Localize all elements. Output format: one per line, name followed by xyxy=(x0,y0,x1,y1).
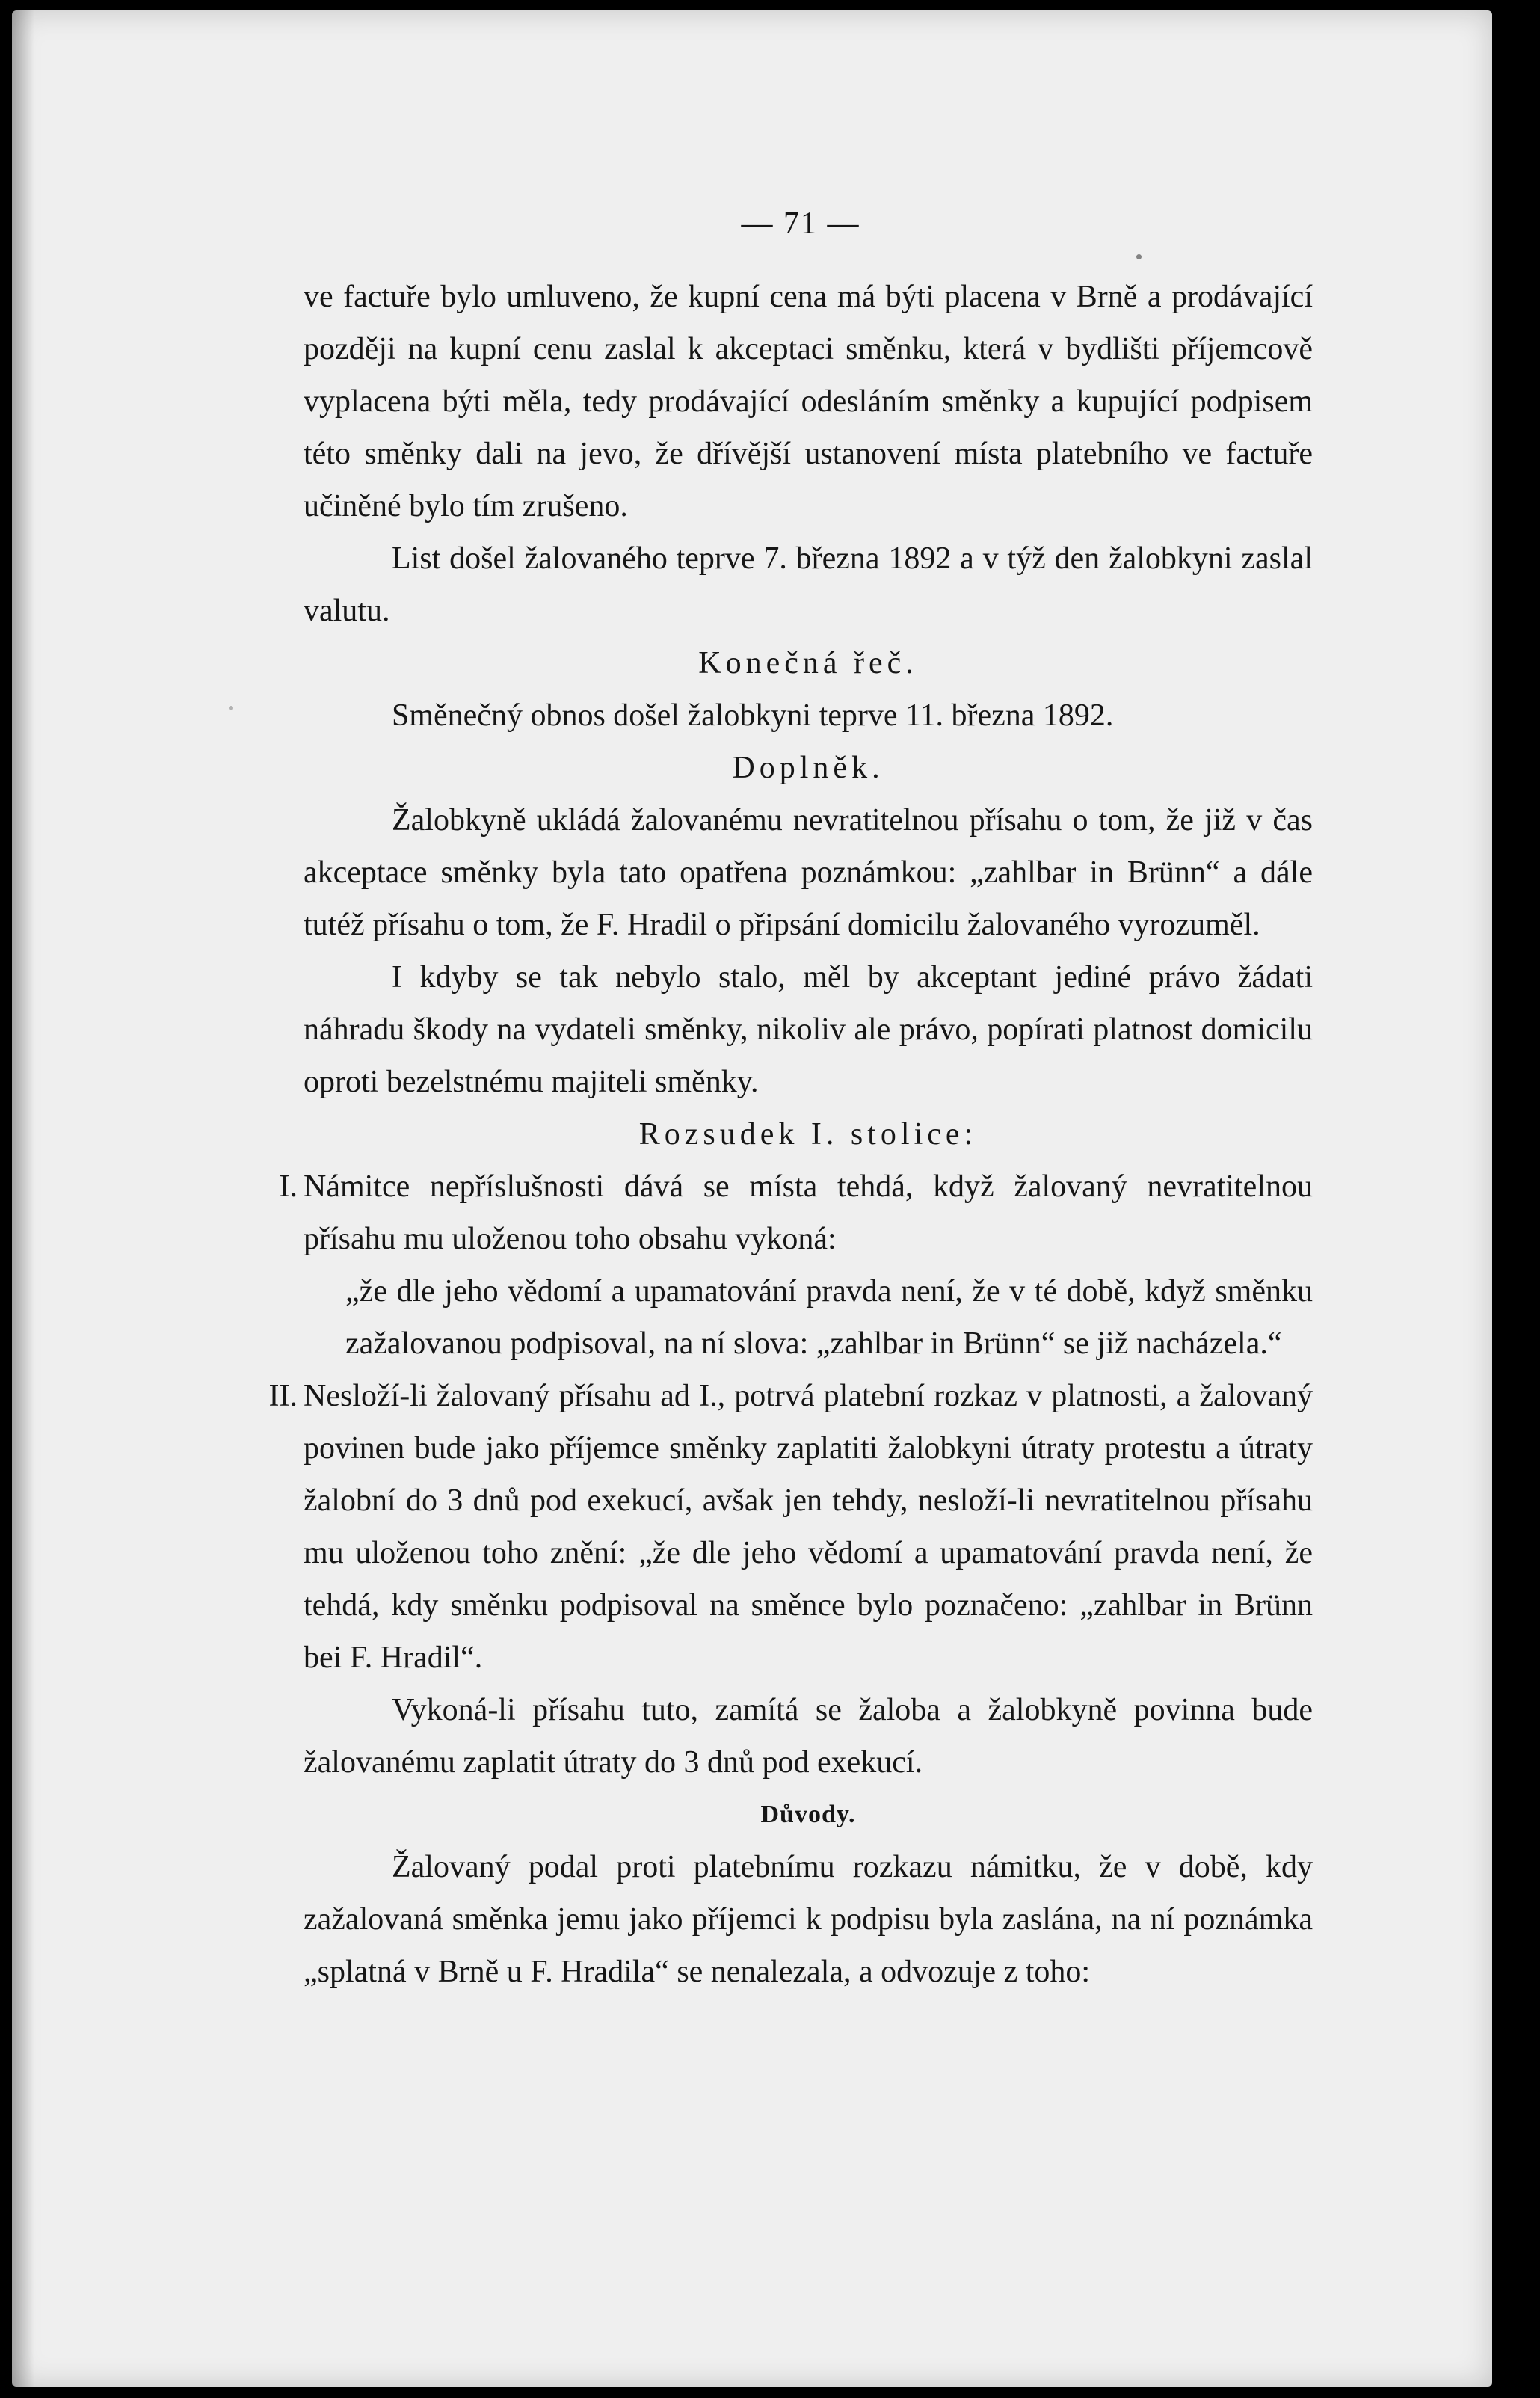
paragraph-4: Žalobkyně ukládá žalovanému nevratitelnou přísahu o tom, že již v čas akceptace směnky byla tato opatřena poznámkou: „zahlbar in Brünn“ a dále tutéž přísahu o tom, že F. Hradil o připsání domicilu žalovaného vyrozuměl. xyxy=(304,803,1313,942)
heading-duvody: Důvody. xyxy=(760,1801,856,1828)
verdict-item-1-text: Námitce nepříslušnosti dává se místa tehdá, když žalovaný nevratitelnou přísahu mu uloženou toho obsahu vykoná: xyxy=(304,1169,1313,1256)
heading-doplnek: Doplněk. xyxy=(732,751,884,785)
verdict-item-2-text: Nesloží-li žalovaný přísahu ad I., potrvá platební rozkaz v platnosti, a žalovaný povinen bude jako příjemce směnky zaplatiti žalobkyni útraty protestu a útraty žalobní do 3 dnů pod exekucí, avšak jen tehdy, nesloží-li nevratitelnou přísahu mu uloženou toho znění: „že dle jeho vědomí a upamatování pravda není, že tehdá, kdy směnku podpisoval na směnce bylo poznačeno: „zahlbar in Brünn bei F. Hradil“. xyxy=(304,1379,1313,1675)
verdict-item-1 xyxy=(279,1160,1313,1370)
paragraph-1: ve factuře bylo umluveno, že kupní cena má býti placena v Brně a prodávající později na kupní cenu zaslal k akceptaci směnku, která v bydlišti příjemcově vyplacena býti měla, tedy prodávající odesláním směnky a kupující podpisem této směnky dali na jevo, že dřívější ustanovení místa platebního ve factuře učiněné bylo tím zrušeno. xyxy=(304,280,1313,523)
verdict-item-1-quote: „že dle jeho vědomí a upamatování pravda není, že v té době, když směnku zažalovanou podpisoval, na ní slova: „zahlbar in Brünn“ se již nacházela.“ xyxy=(345,1274,1313,1361)
verdict-item-2-number: II. xyxy=(268,1379,298,1413)
page-number: — 71 — xyxy=(741,206,860,241)
page-spine-shadow xyxy=(12,10,34,2387)
paragraph-5: I kdyby se tak nebylo stalo, měl by akceptant jediné právo žádati náhradu škody na vydateli směnky, nikoliv ale právo, popírati platnost domicilu oproti bezelstnému majiteli směnky. xyxy=(304,960,1313,1099)
book-page xyxy=(12,10,1492,2387)
heading-rozsudek: Rozsudek I. stolice: xyxy=(638,1117,978,1152)
verdict-item-1-number: I. xyxy=(279,1169,298,1204)
heading-konecna-rec: Konečná řeč. xyxy=(698,646,918,680)
print-speck xyxy=(229,706,233,710)
verdict-item-2 xyxy=(268,1370,1313,1684)
paragraph-6: Vykoná-li přísahu tuto, zamítá se žaloba a žalobkyně povinna bude žalovanému zaplatit útraty do 3 dnů pod exekucí. xyxy=(304,1693,1313,1780)
paragraph-3: Směnečný obnos došel žalobkyni teprve 11. března 1892. xyxy=(392,698,1114,733)
paragraph-2: List došel žalovaného teprve 7. března 1892 a v týž den žalobkyni zaslal valutu. xyxy=(304,541,1313,628)
paragraph-7: Žalovaný podal proti platebnímu rozkazu námitku, že v době, kdy zažalovaná směnka jemu jako příjemci k podpisu byla zaslána, na ní poznámka „splatná v Brně u F. Hradila“ se nenalezala, a odvozuje z toho: xyxy=(304,1850,1313,1989)
page-text xyxy=(268,197,1313,1998)
